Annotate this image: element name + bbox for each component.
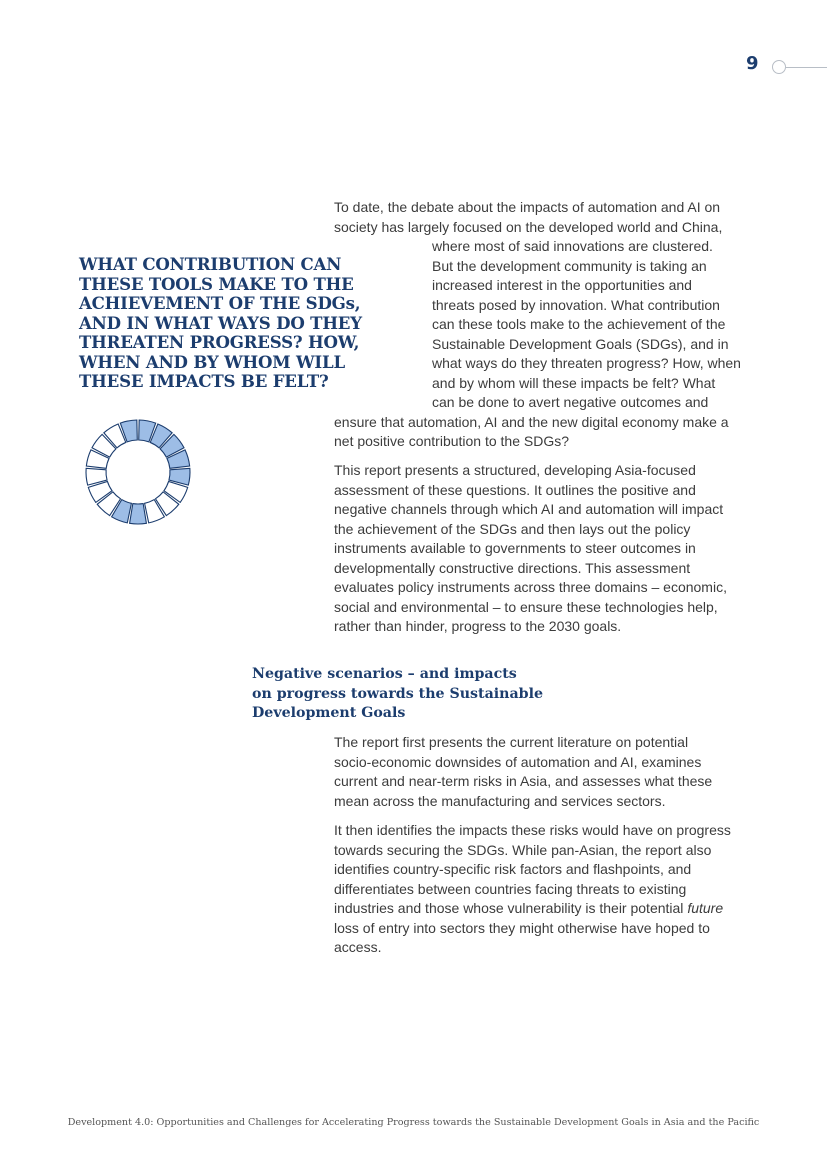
report-line: developmentally constructive directions. This assessment bbox=[334, 559, 691, 576]
report-line: the achievement of the SDGs and then lays out the policy bbox=[334, 520, 691, 537]
section-line: towards securing the SDGs. While pan-Asian, the report also bbox=[334, 841, 712, 858]
section-line bbox=[334, 899, 754, 919]
emphasis-future: future bbox=[687, 900, 724, 916]
intro-line: and by whom will these impacts be felt? What bbox=[432, 375, 716, 391]
intro-line: can be done to avert negative outcomes and bbox=[432, 394, 709, 410]
page-marker-line bbox=[786, 67, 827, 68]
section-heading-line: Negative scenarios – and impacts bbox=[252, 666, 517, 682]
page-footer: Development 4.0: Opportunities and Challenges for Accelerating Progress towards the Sustainable Development Goals in Asia and the Pacific bbox=[67, 1117, 760, 1128]
intro-line: To date, the debate about the impacts of automation and AI on bbox=[334, 199, 721, 215]
intro-line: net positive contribution to the SDGs? bbox=[334, 433, 570, 449]
pull-quote-line: THESE IMPACTS BE FELT? bbox=[79, 371, 329, 391]
section-line: It then identifies the impacts these risks would have on progress bbox=[334, 822, 731, 838]
report-line: negative channels through which AI and automation will impact bbox=[334, 501, 724, 517]
report-paragraph bbox=[334, 461, 754, 637]
report-line: assessment of these questions. It outlines the positive and bbox=[334, 481, 696, 498]
sdg-wheel-icon bbox=[84, 418, 192, 526]
section-line: The report first presents the current literature on potential bbox=[334, 734, 689, 750]
section-line: mean across the manufacturing and services sectors. bbox=[334, 792, 666, 809]
report-line: social and environmental – to ensure these technologies help, bbox=[334, 598, 718, 615]
report-line: evaluates policy instruments across three domains – economic, bbox=[334, 579, 727, 595]
section-heading-line: Development Goals bbox=[252, 705, 406, 721]
section-heading bbox=[252, 665, 552, 724]
report-line: instruments available to governments to steer outcomes in bbox=[334, 540, 696, 556]
section-line: loss of entry into sectors they might otherwise have hoped to bbox=[334, 919, 710, 936]
page-marker-circle-icon bbox=[772, 60, 786, 74]
intro-line: ensure that automation, AI and the new digital economy make a bbox=[334, 414, 729, 430]
section-line: access. bbox=[334, 939, 382, 955]
pull-quote-line: WHEN AND BY WHOM WILL bbox=[79, 351, 345, 372]
intro-line: can these tools make to the achievement of the bbox=[432, 316, 726, 332]
pull-quote bbox=[79, 255, 399, 392]
pull-quote-line: ACHIEVEMENT OF THE SDGs, bbox=[79, 293, 361, 313]
report-line: This report presents a structured, developing Asia-focused bbox=[334, 462, 696, 478]
page-number: 9 bbox=[746, 53, 759, 74]
intro-line: where most of said innovations are clustered. bbox=[432, 238, 713, 254]
section-paragraph-1 bbox=[334, 733, 754, 811]
intro-line: But the development community is taking an bbox=[432, 258, 707, 274]
intro-line: what ways do they threaten progress? How, when bbox=[432, 355, 741, 371]
section-paragraph-2 bbox=[334, 821, 754, 958]
intro-line: society has largely focused on the developed world and China, bbox=[334, 219, 723, 235]
section-line-text: industries and those whose vulnerability is their potential bbox=[334, 900, 688, 916]
section-heading-line: on progress towards the Sustainable bbox=[252, 685, 544, 702]
sdg-wheel-segment bbox=[130, 504, 147, 524]
pull-quote-line: THREATEN PROGRESS? HOW, bbox=[79, 332, 360, 352]
intro-line: threats posed by innovation. What contribution bbox=[432, 297, 720, 313]
pull-quote-line: AND IN WHAT WAYS DO THEY bbox=[79, 312, 362, 333]
section-line: differentiates between countries facing threats to existing bbox=[334, 880, 687, 897]
section-line: current and near-term risks in Asia, and assesses what these bbox=[334, 773, 713, 789]
pull-quote-line: WHAT CONTRIBUTION CAN bbox=[79, 254, 342, 274]
section-line: identifies country-specific risk factors and flashpoints, and bbox=[334, 861, 692, 877]
section-line: socio-economic downsides of automation and AI, examines bbox=[334, 753, 702, 770]
intro-line: increased interest in the opportunities and bbox=[432, 277, 692, 293]
report-line: rather than hinder, progress to the 2030 goals. bbox=[334, 618, 622, 634]
pull-quote-line: THESE TOOLS MAKE TO THE bbox=[79, 273, 354, 294]
intro-line: Sustainable Development Goals (SDGs), and in bbox=[432, 336, 729, 352]
